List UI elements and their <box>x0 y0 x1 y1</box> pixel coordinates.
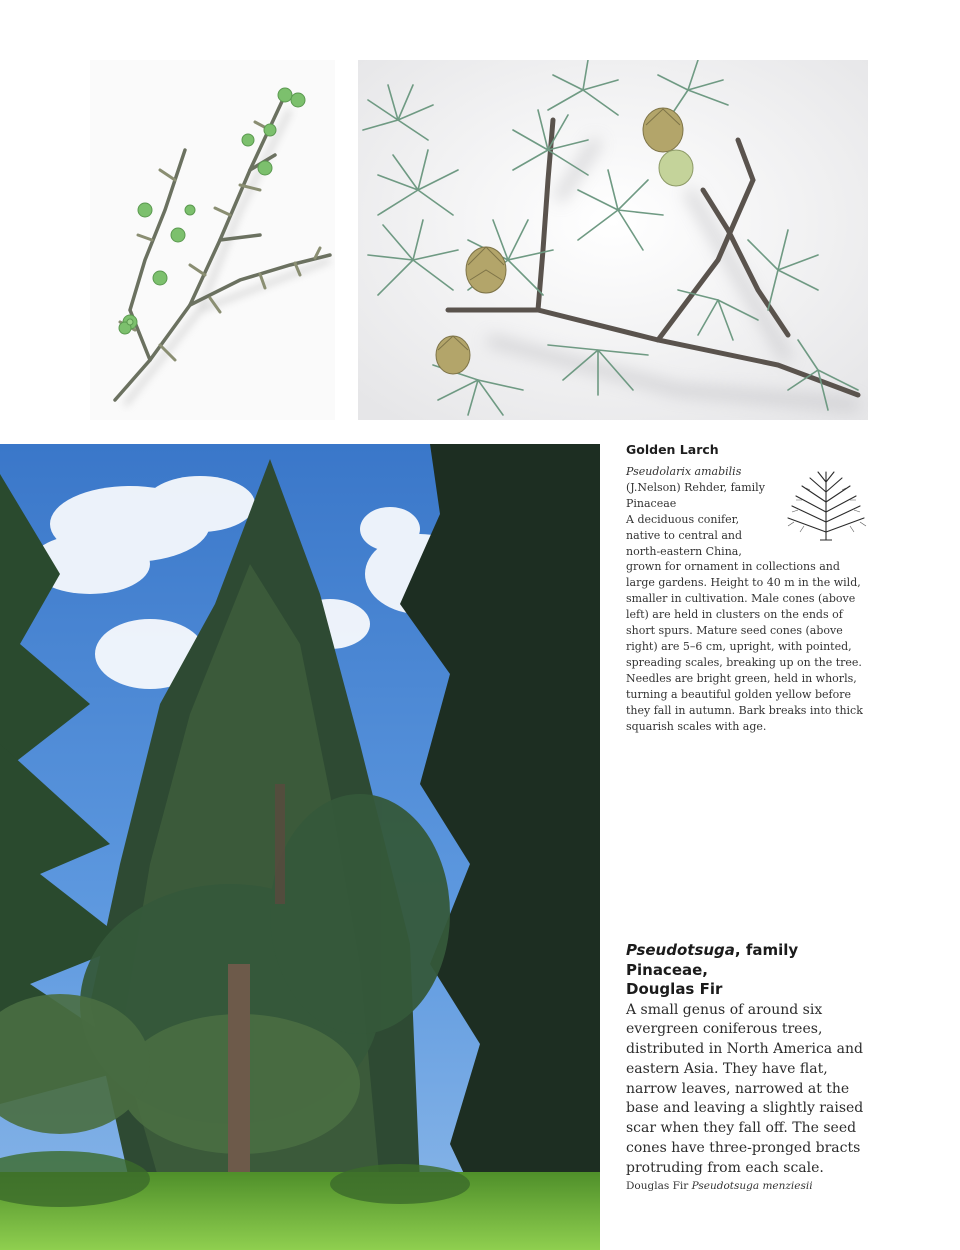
genus-name: Pseudotsuga <box>626 941 735 959</box>
genus-entry <box>626 941 871 1179</box>
male-cones-photo <box>90 60 335 420</box>
latin-name: Pseudolarix amabilis <box>626 465 742 478</box>
caption-latin: Pseudotsuga menziesii <box>691 1180 813 1192</box>
caption-common: Douglas Fir <box>626 1180 692 1192</box>
tree-silhouette-icon <box>780 462 872 542</box>
description: A deciduous conifer, native to central and north-eastern China, grown for ornament in collections and large gardens. Height to 40 m in the wild, smaller in cultivation. Male cones (above left) are held in clusters on the ends of short spurs. Mature seed cones (above right) are 5–6 cm, upright, with pointed, spreading scales, breaking up on the tree. Needles are bright green, held in whorls, turning a beautiful golden yellow before they fall in autumn. Bark breaks into thick squarish scales with age. <box>626 512 863 733</box>
seed-cones-photo <box>358 60 868 420</box>
genus-family: , family Pinaceae, <box>626 941 799 979</box>
genus-common-name: Douglas Fir <box>626 980 723 998</box>
authority-family: (J.Nelson) Rehder, family Pinaceae <box>626 480 765 510</box>
species-title: Golden Larch <box>626 442 719 457</box>
photo-caption <box>626 1179 866 1193</box>
genus-heading <box>626 941 871 1000</box>
genus-description: A small genus of around six evergreen coniferous trees, distributed in North America and eastern Asia. They have flat, narrow leaves, narrowed at the base and leaving a slightly raised scar when they fall off. The seed cones have three-pronged bracts protruding from each scale. <box>626 1001 864 1176</box>
tree-photo <box>0 444 600 1250</box>
golden-larch-entry <box>626 442 866 734</box>
species-description-block <box>626 464 866 734</box>
